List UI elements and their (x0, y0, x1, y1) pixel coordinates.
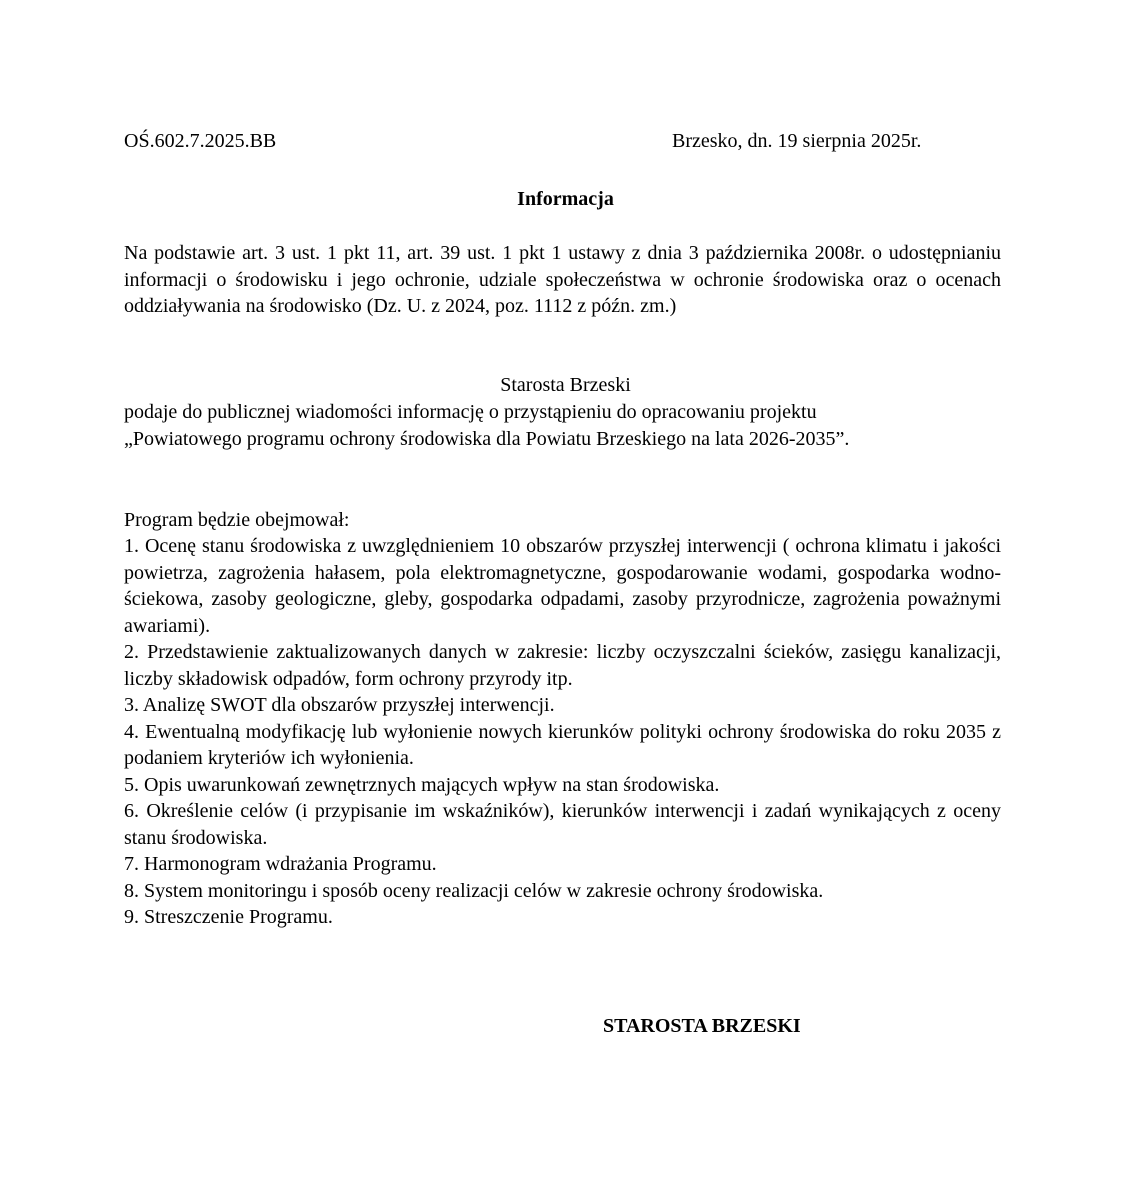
list-item: 4. Ewentualną modyfikację lub wyłonienie nowych kierunków polityki ochrony środowiska do roku 2035 z podaniem kryteriów ich wyłonienia. (124, 720, 1001, 769)
announcement-line: „Powiatowego programu ochrony środowiska dla Powiatu Brzeskiego na lata 2026-2035”. (124, 427, 850, 450)
announcement (124, 399, 849, 452)
program-list (124, 533, 1001, 931)
list-item: 6. Określenie celów (i przypisanie im wskaźników), kierunków interwencji i zadań wynikających z oceny stanu środowiska. (124, 800, 1001, 849)
authority-name: Starosta Brzeski (500, 374, 631, 396)
list-item: 2. Przedstawienie zaktualizowanych danych w zakresie: liczby oczyszczalni ścieków, zasięgu kanalizacji, liczby składowisk odpadów, form ochrony przyrody itp. (124, 641, 1001, 690)
list-item: 1. Ocenę stanu środowiska z uwzględnieniem 10 obszarów przyszłej interwencji ( ochrona klimatu i jakości powietrza, zagrożenia hałasem, pola elektromagnetyczne, gospodarowanie wodami, gospodarka wodno-ściekowa, zasoby geologiczne, gleby, gospodarka odpadami, zasoby przyrodnicze, zagrożenia poważnymi awariami). (124, 535, 1001, 637)
list-item: 5. Opis uwarunkowań zewnętrznych mających wpływ na stan środowiska. (124, 773, 720, 796)
place-date: Brzesko, dn. 19 sierpnia 2025r. (672, 130, 922, 152)
list-item: 3. Analizę SWOT dla obszarów przyszłej interwencji. (124, 694, 555, 716)
announcement-line: podaje do publicznej wiadomości informację o przystąpieniu do opracowaniu projektu (124, 401, 817, 423)
reference-number: OŚ.602.7.2025.BB (124, 130, 277, 152)
list-item: 8. System monitoringu i sposób oceny realizacji celów w zakresie ochrony środowiska. (124, 879, 824, 902)
document-title: Informacja (517, 188, 614, 210)
legal-basis-paragraph: Na podstawie art. 3 ust. 1 pkt 11, art. 39 ust. 1 pkt 1 ustawy z dnia 3 października 2008r. o udostępnianiu informacji o środowisku i jego ochronie, udziale społeczeństwa w ochronie środowiska oraz o ocenach oddziaływania na środowisko (Dz. U. z 2024, poz. 1112 z późn. zm.) (124, 242, 1001, 317)
list-item: 9. Streszczenie Programu. (124, 906, 333, 928)
program-intro: Program będzie obejmował: (124, 509, 350, 531)
list-item: 7. Harmonogram wdrażania Programu. (124, 853, 437, 875)
signature: STAROSTA BRZESKI (603, 1015, 801, 1037)
